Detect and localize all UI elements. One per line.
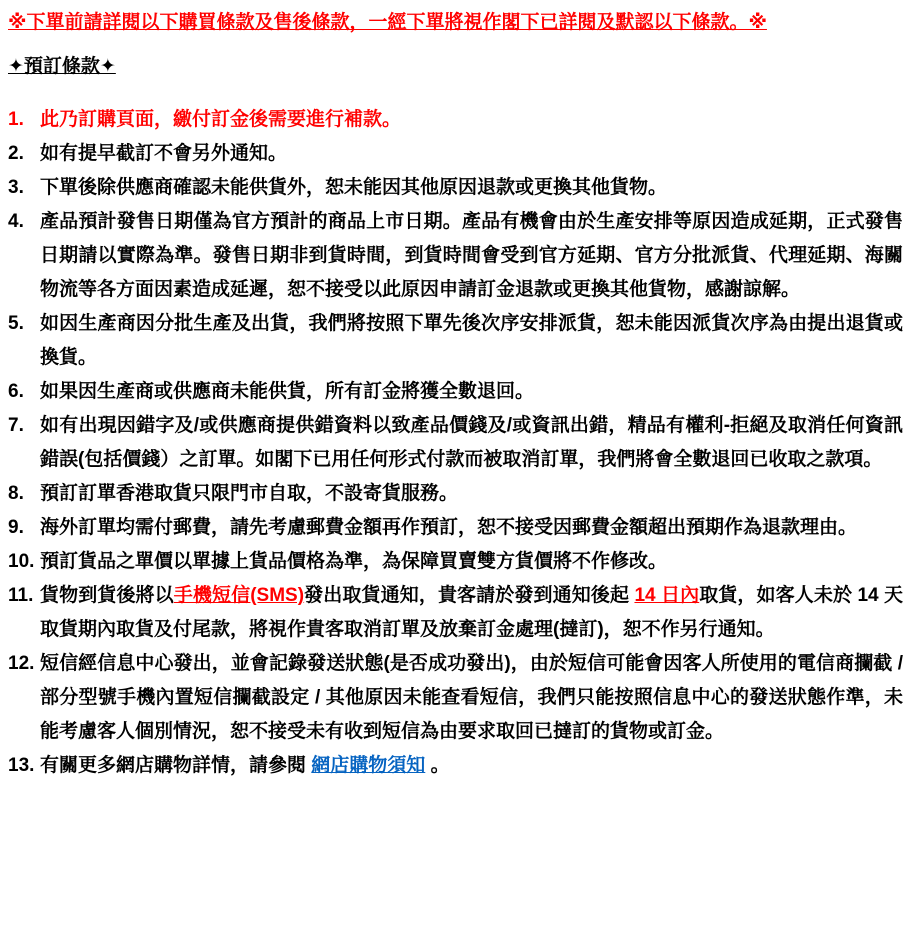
term-text — [40, 375, 903, 409]
term-number: 8. — [8, 483, 24, 505]
terms-warning-header: ※下單前請詳閱以下購買條款及售後條款，一經下單將視作閣下已詳閱及默認以下條款。※ — [8, 12, 767, 33]
term-text — [40, 137, 903, 171]
term-item — [8, 307, 903, 375]
term-segment: 取貨，如客人未於 14 天取貨期內取貨及付尾款，將視作貴客取消訂單及放棄訂金處理(撻訂)，恕不作另行通知。 — [40, 585, 903, 641]
term-number: 2. — [8, 143, 24, 165]
term-number: 13. — [8, 755, 35, 777]
term-segment: 下單後除供應商確認未能供貨外，恕未能因其他原因退款或更換其他貨物。 — [40, 177, 668, 199]
term-emphasis: 手機短信(SMS) — [173, 585, 305, 607]
term-emphasis: 此乃訂購頁面，繳付訂金後需要進行補款。 — [40, 109, 402, 131]
term-segment: 預訂貨品之單價以單據上貨品價格為準，為保障買賣雙方貨價將不作修改。 — [40, 551, 668, 573]
term-text — [40, 409, 903, 477]
term-item — [8, 545, 903, 579]
term-item — [8, 749, 903, 783]
term-segment: 海外訂單均需付郵費，請先考慮郵費金額再作預訂，恕不接受因郵費金額超出預期作為退款理由。 — [40, 517, 858, 539]
term-text — [40, 749, 903, 783]
term-item — [8, 647, 903, 749]
term-number: 5. — [8, 313, 24, 335]
term-segment: 貨物到貨後將以 — [40, 585, 174, 607]
term-number: 11. — [8, 585, 34, 607]
term-text — [40, 171, 903, 205]
term-segment: 如因生產商因分批生產及出貨，我們將按照下單先後次序安排派貨，恕未能因派貨次序為由提出退貨或換貨。 — [40, 313, 903, 369]
term-number: 12. — [8, 653, 35, 675]
term-number: 10. — [8, 551, 35, 573]
store-shopping-guide-link[interactable]: 網店購物須知 — [311, 755, 426, 777]
term-item — [8, 375, 903, 409]
terms-list — [8, 103, 903, 783]
term-item — [8, 477, 903, 511]
term-segment: 發出取貨通知，貴客請於發到通知後起 — [304, 585, 635, 607]
term-emphasis: 14 日內 — [634, 585, 700, 607]
term-text — [40, 205, 903, 307]
term-item — [8, 579, 903, 647]
term-text — [40, 103, 903, 137]
term-text — [40, 477, 903, 511]
term-item — [8, 103, 903, 137]
term-text — [40, 307, 903, 375]
term-number: 6. — [8, 381, 24, 403]
term-segment: 如有出現因錯字及/或供應商提供錯資料以致產品價錢及/或資訊出錯，精品有權利-拒絕及取消任何資訊錯誤(包括價錢）之訂單。如閣下已用任何形式付款而被取消訂單，我們將會全數退回已收取之款項。 — [40, 415, 903, 471]
term-item — [8, 409, 903, 477]
term-text — [40, 647, 903, 749]
term-number: 4. — [8, 211, 24, 233]
term-segment: 短信經信息中心發出，並會記錄發送狀態(是否成功發出)，由於短信可能會因客人所使用的電信商攔截 / 部分型號手機內置短信攔截設定 / 其他原因未能查看短信，我們只能按照信息中心的發送狀態作準，未能考慮客人個別情況，恕不接受未有收到短信為由要求取回已撻訂的貨物或訂金。 — [40, 653, 903, 743]
term-item — [8, 137, 903, 171]
term-segment: 有關更多網店購物詳情，請參閱 — [40, 755, 312, 777]
term-segment: 產品預計發售日期僅為官方預計的商品上市日期。產品有機會由於生產安排等原因造成延期，正式發售日期請以實際為準。發售日期非到貨時間，到貨時間會受到官方延期、官方分批派貨、代理延期、海關物流等各方面因素造成延遲，恕不接受以此原因申請訂金退款或更換其他貨物，感謝諒解。 — [40, 211, 903, 301]
section-title-preorder-terms: ✦預訂條款✦ — [8, 56, 116, 78]
term-text — [40, 545, 903, 579]
term-segment: 預訂訂單香港取貨只限門市自取，不設寄貨服務。 — [40, 483, 459, 505]
term-item — [8, 171, 903, 205]
term-segment: 如有提早截訂不會另外通知。 — [40, 143, 288, 165]
term-number: 3. — [8, 177, 24, 199]
term-item — [8, 511, 903, 545]
term-segment: 。 — [425, 755, 450, 777]
term-number: 1. — [8, 109, 24, 131]
term-item — [8, 205, 903, 307]
term-number: 9. — [8, 517, 24, 539]
term-segment: 如果因生產商或供應商未能供貨，所有訂金將獲全數退回。 — [40, 381, 535, 403]
term-text — [40, 511, 903, 545]
term-number: 7. — [8, 415, 24, 437]
term-text — [40, 579, 903, 647]
